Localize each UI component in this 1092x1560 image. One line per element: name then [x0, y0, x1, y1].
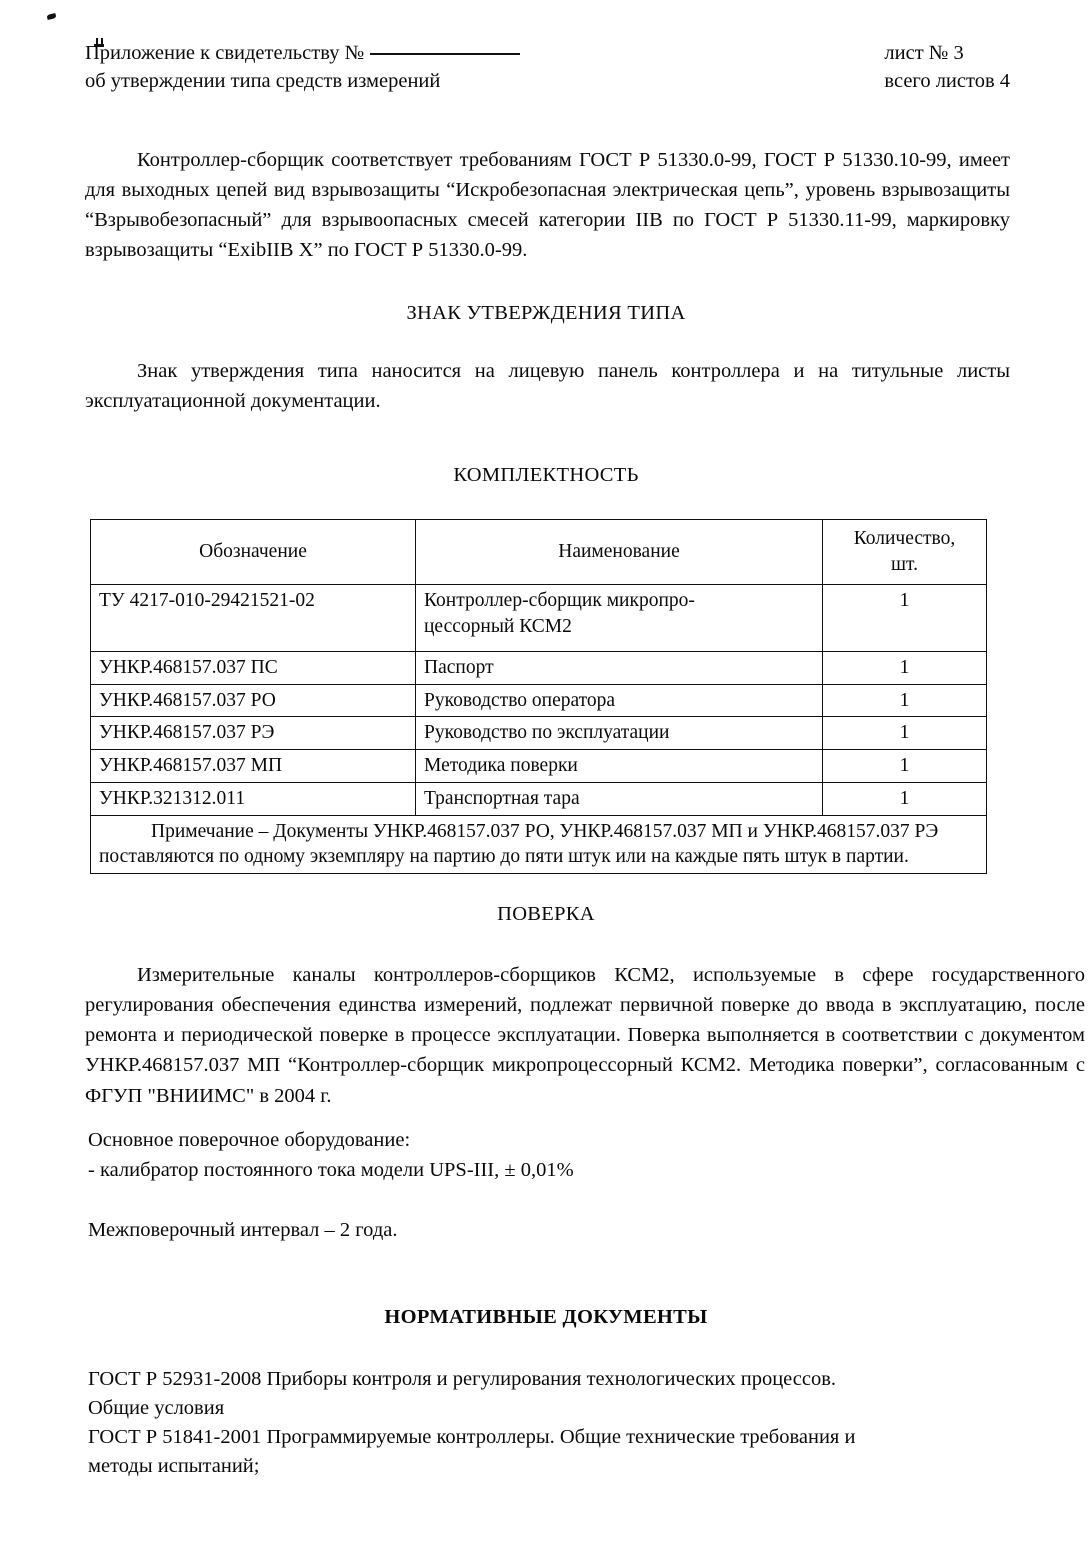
total-sheets: всего листов 4 — [884, 69, 1010, 92]
cell-name-line1: Контроллер-сборщик микропро- — [424, 590, 695, 611]
cell-qty: 1 — [823, 652, 987, 685]
column-header-name: Наименование — [416, 520, 823, 585]
column-header-qty — [823, 520, 987, 585]
header-appendix-label: Приложение к свидетельству № — [85, 42, 365, 64]
scan-artifact-mark — [47, 13, 57, 20]
normative-line-3: ГОСТ Р 51841-2001 Программируемые контроллеры. Общие технические требования и — [88, 1426, 856, 1449]
cell-name: Методика поверки — [416, 750, 823, 783]
table-row — [91, 750, 987, 783]
table-row — [91, 652, 987, 685]
type-mark-paragraph: Знак утверждения типа наносится на лицевую панель контроллера и на титульные листы эксплуатационной документации. — [85, 360, 1010, 413]
section-title-normative: НОРМАТИВНЫЕ ДОКУМЕНТЫ — [384, 1306, 708, 1328]
cell-name: Паспорт — [416, 652, 823, 685]
sheet-number: лист № 3 — [884, 42, 964, 64]
header-left-column — [85, 40, 520, 95]
section-title-completeness: КОМПЛЕКТНОСТЬ — [453, 464, 639, 486]
cell-qty: 1 — [823, 750, 987, 783]
cell-name: Руководство оператора — [416, 684, 823, 717]
column-header-qty-line1: Количество, — [853, 528, 956, 550]
verification-paragraph: Измерительные каналы контроллеров-сборщиков КСМ2, используемые в сфере государственного регулирования обеспечения единства измерений, подлежат первичной поверке до ввода в эксплуатацию, после ремонта и периодической поверке в процессе эксплуатации. Поверка выполняется в соответствии с документом УНКР.468157.037 МП “Контроллер-сборщик микропроцессорный КСМ2. Методика поверки”, согласованным с ФГУП "ВНИИМС" в 2004 г. — [85, 964, 1085, 1107]
cell-code: ТУ 4217-010-29421521-02 — [91, 585, 416, 652]
verification-equipment-title: Основное поверочное оборудование: — [88, 1129, 411, 1151]
header-appendix-line — [85, 40, 520, 68]
header-approval-line: об утверждении типа средств измерений — [85, 69, 441, 92]
table-row — [91, 782, 987, 815]
cell-code: УНКР.468157.037 РО — [91, 684, 416, 717]
header-right-column — [884, 40, 1010, 95]
cell-name — [416, 585, 823, 652]
cell-qty: 1 — [823, 684, 987, 717]
cell-qty: 1 — [823, 782, 987, 815]
cell-name: Руководство по эксплуатации — [416, 717, 823, 750]
normative-line-2: Общие условия — [88, 1397, 225, 1420]
completeness-table — [90, 519, 987, 874]
cell-code: УНКР.321312.011 — [91, 782, 416, 815]
table-header-row — [91, 520, 987, 585]
cell-code: УНКР.468157.037 МП — [91, 750, 416, 783]
normative-line-4: методы испытаний; — [88, 1455, 260, 1478]
section-title-verification: ПОВЕРКА — [497, 903, 595, 925]
completeness-note — [91, 815, 987, 873]
normative-line-1: ГОСТ Р 52931-2008 Приборы контроля и регулирования технологических процессов. — [88, 1368, 837, 1390]
verification-interval: Межповерочный интервал – 2 года. — [88, 1219, 398, 1241]
section-title-type-mark: ЗНАК УТВЕРЖДЕНИЯ ТИПА — [406, 302, 686, 324]
table-note-row — [91, 815, 987, 873]
column-header-qty-line2: шт. — [891, 554, 918, 575]
cell-name: Транспортная тара — [416, 782, 823, 815]
certificate-number-blank[interactable] — [370, 53, 520, 55]
intro-paragraph: Контроллер-сборщик соответствует требованиям ГОСТ Р 51330.0-99, ГОСТ Р 51330.10-99, имеет для выходных цепей вид взрывозащиты “Искробезопасная электрическая цепь”, уровень взрывозащиты “Взрывобезопасный” для взрывоопасных смесей категории IIВ по ГОСТ Р 51330.11-99, маркировку взрывозащиты “ЕхibIIВ Х” по ГОСТ Р 51330.0-99. — [85, 149, 1010, 262]
table-row — [91, 585, 987, 652]
column-header-code: Обозначение — [91, 520, 416, 585]
cell-code: УНКР.468157.037 РЭ — [91, 717, 416, 750]
table-row — [91, 684, 987, 717]
table-row — [91, 717, 987, 750]
cell-qty: 1 — [823, 585, 987, 652]
cell-code: УНКР.468157.037 ПС — [91, 652, 416, 685]
completeness-note-text: Примечание – Документы УНКР.468157.037 РО, УНКР.468157.037 МП и УНКР.468157.037 РЭ поставляются по одному экземпляру на партию до пяти штук или на каждые пять штук в партии. — [99, 820, 939, 868]
cell-name-line2: цессорный КСМ2 — [424, 615, 572, 637]
normative-documents-list — [88, 1365, 1048, 1481]
cell-qty: 1 — [823, 717, 987, 750]
verification-equipment-item: - калибратор постоянного тока модели UPS-III, ± 0,01% — [88, 1159, 574, 1181]
document-header — [85, 40, 1010, 95]
